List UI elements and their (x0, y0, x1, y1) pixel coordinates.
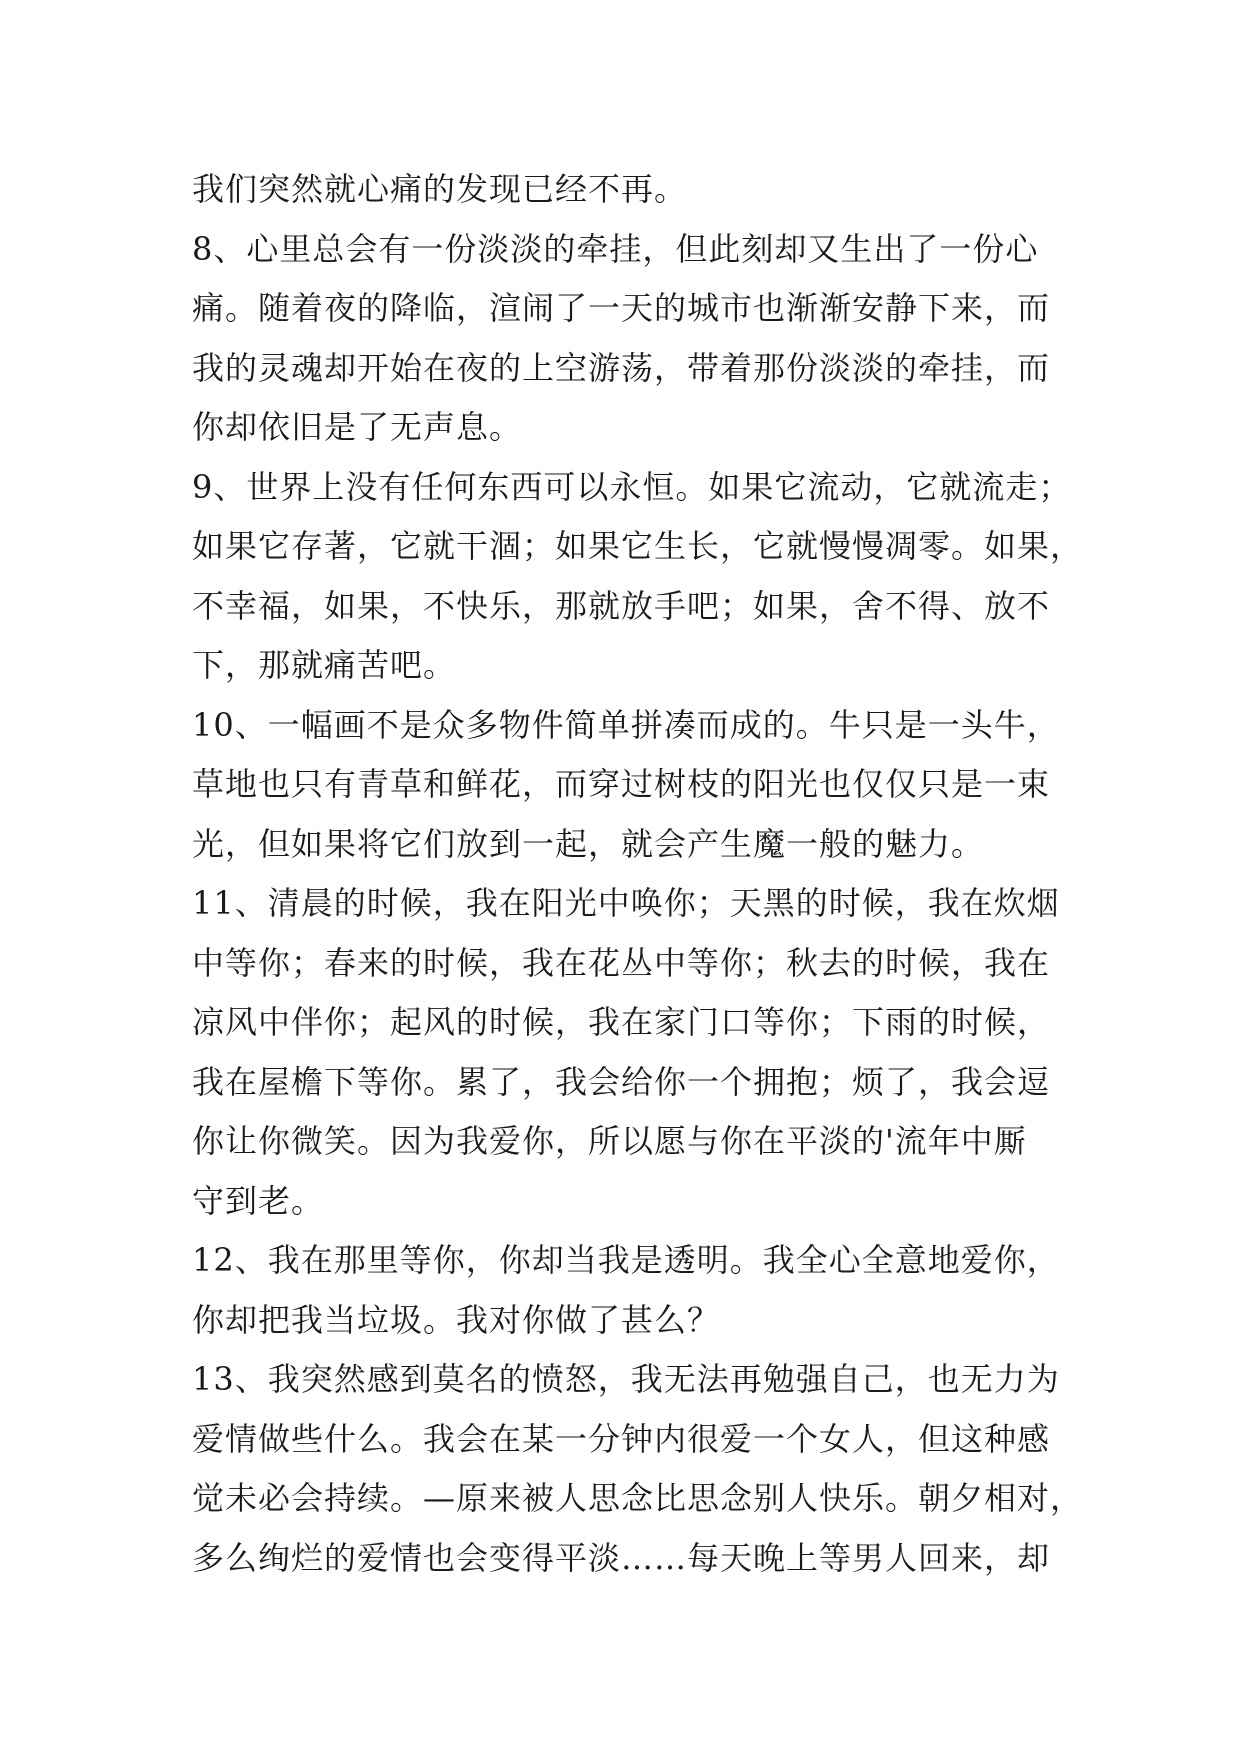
text-line: 我们突然就心痛的发现已经不再。 (192, 170, 688, 208)
document-page (192, 160, 1084, 1588)
text-line: 爱情做些什么。我会在某一分钟内很爱一个女人，但这种感 (192, 1419, 1051, 1458)
text-line: 多么绚烂的爱情也会变得平淡……每天晚上等男人回来，却 (192, 1538, 1051, 1577)
text-line: 草地也只有青草和鲜花，而穿过树枝的阳光也仅仅只是一束 (192, 765, 1051, 803)
text-line: 你让你微笑。因为我爱你，所以愿与你在平淡的'流年中厮 (192, 1122, 1027, 1160)
text-line: 凉风中伴你；起风的时候，我在家门口等你；下雨的时候， (192, 1003, 1051, 1041)
text-line: 不幸福，如果，不快乐，那就放手吧；如果，舍不得、放不 (192, 586, 1051, 625)
text-line: 8、心里总会有一份淡淡的牵挂，但此刻却又生出了一份心 (192, 229, 1039, 268)
text-line: 中等你；春来的时候，我在花丛中等你；秋去的时候，我在 (192, 943, 1051, 982)
text-line: 12、我在那里等你，你却当我是透明。我全心全意地爱你， (192, 1241, 1060, 1279)
text-line: 守到老。 (192, 1181, 325, 1220)
text-line: 10、一幅画不是众多物件简单拼凑而成的。牛只是一头牛， (192, 705, 1060, 744)
text-line: 13、我突然感到莫名的愤怒，我无法再勉强自己，也无力为 (192, 1360, 1060, 1398)
text-line: 你却把我当垃圾。我对你做了甚么？ (192, 1300, 721, 1339)
text-line: 光，但如果将它们放到一起，就会产生魔一般的魅力。 (192, 824, 985, 863)
text-line: 下，那就痛苦吧。 (192, 646, 457, 684)
text-line: 痛。随着夜的降临，渲闹了一天的城市也渐渐安静下来，而 (192, 289, 1051, 327)
text-line: 如果它存著，它就干涸；如果它生长，它就慢慢凋零。如果， (192, 527, 1084, 565)
text-line: 觉未必会持续。—原来被人思念比思念别人快乐。朝夕相对， (192, 1479, 1084, 1517)
text-line: 我的灵魂却开始在夜的上空游荡，带着那份淡淡的牵挂，而 (192, 348, 1051, 387)
text-line: 你却依旧是了无声息。 (192, 408, 523, 446)
text-line: 11、清晨的时候，我在阳光中唤你；天黑的时候，我在炊烟 (192, 884, 1060, 922)
text-line: 我在屋檐下等你。累了，我会给你一个拥抱；烦了，我会逗 (192, 1062, 1051, 1101)
text-line: 9、世界上没有任何东西可以永恒。如果它流动，它就流走； (192, 467, 1072, 506)
